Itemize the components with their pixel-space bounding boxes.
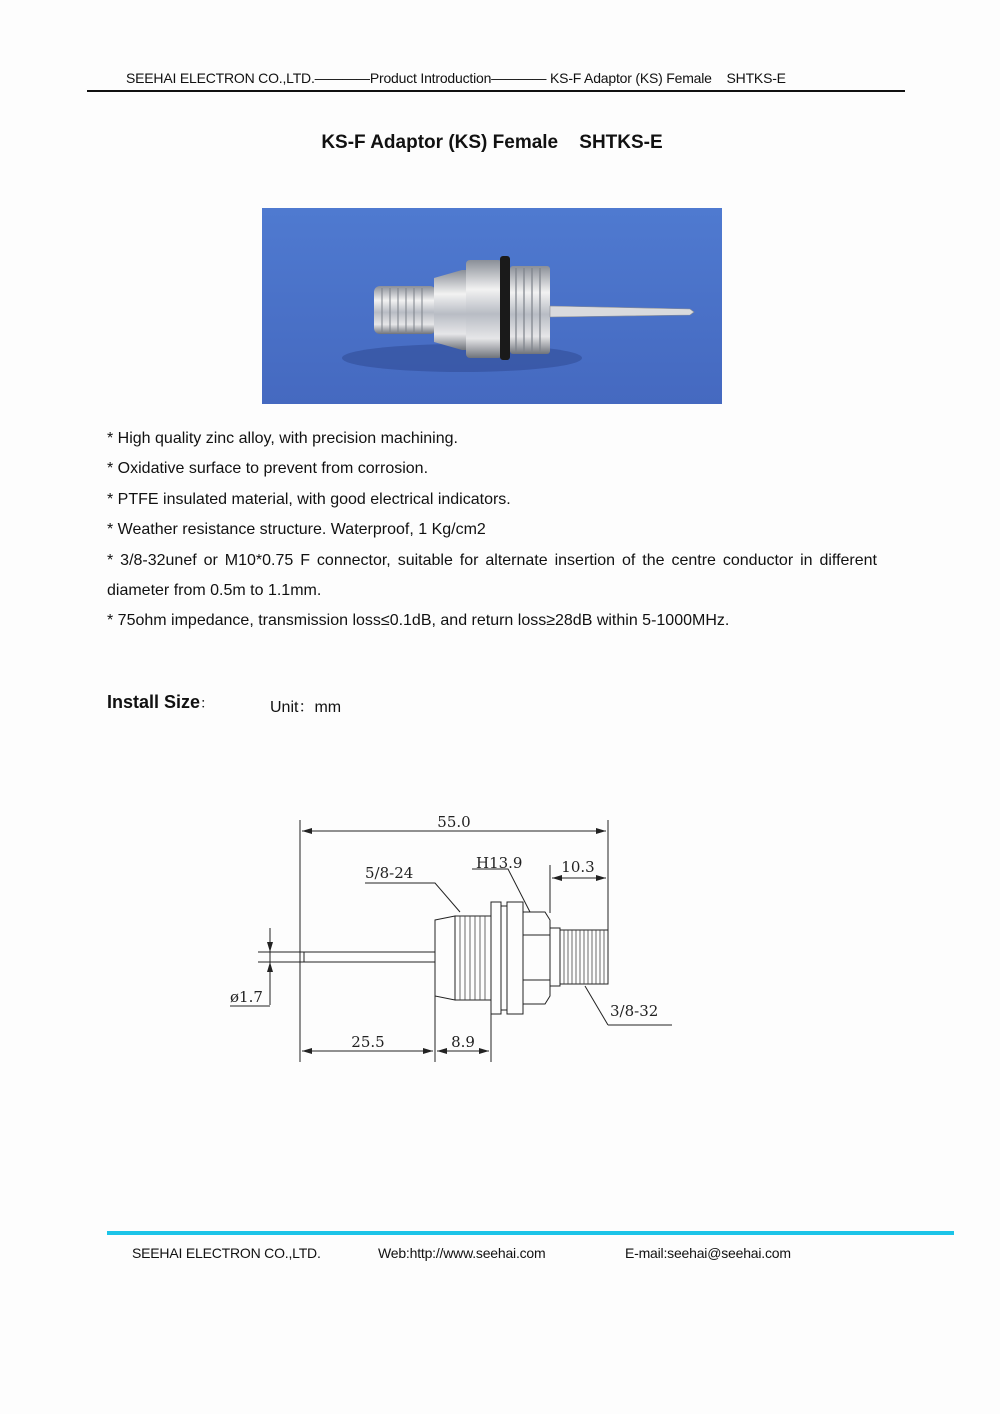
dim-body-length: 8.9 (451, 1033, 475, 1051)
feature-item: * High quality zinc alloy, with precision machining. (107, 430, 458, 447)
header-product: KS-F Adaptor (KS) Female (546, 70, 712, 86)
dimension-drawing (220, 800, 700, 1070)
feature-item: * 75ohm impedance, transmission loss≤0.1dB, and return loss≥28dB within 5-1000MHz. (107, 612, 730, 630)
footer-divider (107, 1231, 954, 1235)
page-title (0, 132, 984, 154)
dim-thread-small: 3/8-32 (610, 1002, 659, 1020)
footer-web-link[interactable]: Web:http://www.seehai.com (378, 1245, 546, 1261)
dim-f-length: 10.3 (561, 858, 595, 876)
page-header (126, 70, 786, 86)
footer-company: SEEHAI ELECTRON CO.,LTD. (132, 1245, 321, 1261)
header-divider (87, 90, 905, 92)
dim-thread-large: 5/8-24 (365, 864, 414, 882)
install-size-label: Install Size (107, 692, 201, 712)
header-model: SHTKS-E (726, 70, 786, 86)
feature-item: * 3/8-32unef or M10*0.75 F connector, suitable for alternate insertion of the centre conductor in different diameter from 0.5m to 1.1mm. (107, 551, 877, 600)
header-company: SEEHAI ELECTRON CO.,LTD. (126, 70, 315, 86)
header-dashes: ———— (314, 70, 370, 86)
product-name: KS-F Adaptor (KS) Female (321, 132, 559, 153)
dim-pin-diameter: ø1.7 (230, 988, 263, 1006)
header-section: Product Introduction (369, 70, 492, 86)
header-dashes: ———— (491, 70, 547, 86)
install-size-colon: ： (200, 695, 215, 711)
dim-overall-length: 55.0 (437, 813, 471, 831)
feature-item: * PTFE insulated material, with good electrical indicators. (107, 490, 511, 508)
feature-list (107, 424, 877, 637)
product-photo (262, 208, 722, 404)
dim-pin-length: 25.5 (351, 1033, 385, 1051)
install-size-heading (107, 692, 214, 713)
product-model: SHTKS-E (579, 132, 663, 153)
unit-label: Unit：mm (270, 699, 342, 716)
feature-item: * Oxidative surface to prevent from corrosion. (107, 460, 429, 478)
footer-email-link[interactable]: E-mail:seehai@seehai.com (625, 1245, 791, 1261)
feature-item: * Weather resistance structure. Waterproof, 1 Kg/cm2 (107, 521, 486, 539)
dim-hex: H13.9 (476, 854, 523, 872)
